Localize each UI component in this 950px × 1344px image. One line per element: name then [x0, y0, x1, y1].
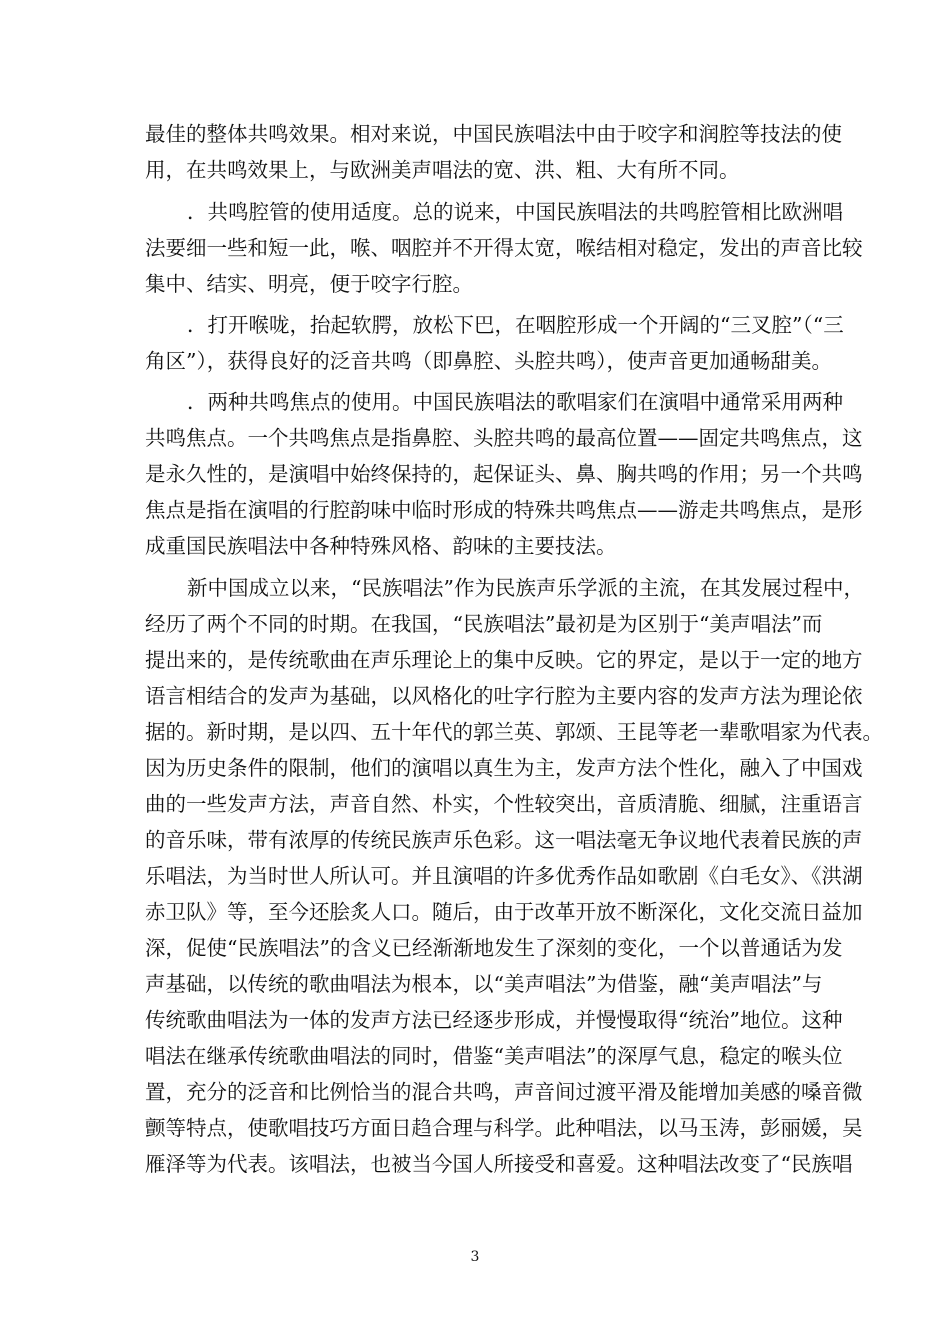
- text-line: 颤等特点，使歌唱技巧方面日趋合理与科学。此种唱法，以马玉涛，彭丽媛，吴: [145, 1116, 863, 1140]
- text-line: 因为历史条件的限制，他们的演唱以真生为主，发声方法个性化，融入了中国戏: [145, 756, 863, 780]
- text-line: 焦点是指在演唱的行腔韵味中临时形成的特殊共鸣焦点——游走共鸣焦点，是形: [145, 498, 863, 522]
- text-line: 最佳的整体共鸣效果。相对来说，中国民族唱法中由于咬字和润腔等技法的使: [145, 122, 842, 146]
- text-line: 据的。新时期，是以四、五十年代的郭兰英、郭颂、王昆等老一辈歌唱家为代表。: [145, 720, 883, 744]
- text-line: 的音乐味，带有浓厚的传统民族声乐色彩。这一唱法毫无争议地代表着民族的声: [145, 828, 863, 852]
- text-line: 乐唱法，为当时世人所认可。并且演唱的许多优秀作品如歌剧《白毛女》、《洪湖: [145, 864, 863, 888]
- page-number: 3: [470, 1249, 480, 1265]
- text-line: ．打开喉咙，抬起软腭，放松下巴，在咽腔形成一个开阔的“三叉腔”（“三: [187, 313, 844, 337]
- text-line: ．两种共鸣焦点的使用。中国民族唱法的歌唱家们在演唱中通常采用两种: [187, 390, 843, 414]
- text-line: 声基础，以传统的歌曲唱法为根本，以“美声唱法”为借鉴，融“美声唱法”与: [145, 972, 823, 996]
- text-line: 是永久性的，是演唱中始终保持的，起保证头、鼻、胸共鸣的作用；另一个共鸣: [145, 462, 863, 486]
- text-line: 角区”），获得良好的泛音共鸣（即鼻腔、头腔共鸣），使声音更加通畅甜美。: [145, 349, 832, 373]
- text-line: 置，充分的泛音和比例恰当的混合共鸣，声音间过渡平滑及能增加美感的嗓音微: [145, 1080, 863, 1104]
- text-line: 法要细一些和短一此，喉、咽腔并不开得太宽，喉结相对稳定，发出的声音比较: [145, 236, 863, 260]
- text-line: 深，促使“民族唱法”的含义已经渐渐地发生了深刻的变化，一个以普通话为发: [145, 936, 843, 960]
- text-line: 共鸣焦点。一个共鸣焦点是指鼻腔、头腔共鸣的最高位置——固定共鸣焦点，这: [145, 426, 863, 450]
- text-line: 传统歌曲唱法为一体的发声方法已经逐步形成，并慢慢取得“统治”地位。这种: [145, 1008, 843, 1032]
- text-line: 语言相结合的发声为基础，以风格化的吐字行腔为主要内容的发声方法为理论依: [145, 684, 863, 708]
- text-line: 经历了两个不同的时期。在我国，“民族唱法”最初是为区别于“美声唱法”而: [145, 612, 823, 636]
- text-line: 赤卫队》等，至今还脍炙人口。随后，由于改革开放不断深化，文化交流日益加: [145, 900, 863, 924]
- text-line: 成重国民族唱法中各种特殊风格、韵味的主要技法。: [145, 534, 617, 558]
- text-line: ．共鸣腔管的使用适度。总的说来，中国民族唱法的共鸣腔管相比欧洲唱: [187, 200, 843, 224]
- text-line: 提出来的，是传统歌曲在声乐理论上的集中反映。它的界定，是以于一定的地方: [145, 648, 863, 672]
- text-line: 唱法在继承传统歌曲唱法的同时，借鉴“美声唱法”的深厚气息，稳定的喉头位: [145, 1044, 843, 1068]
- text-line: 雁泽等为代表。该唱法，也被当今国人所接受和喜爱。这种唱法改变了“民族唱: [145, 1152, 853, 1176]
- text-line: 曲的一些发声方法，声音自然、朴实，个性较突出，音质清脆、细腻，注重语言: [145, 792, 863, 816]
- text-line: 集中、结实、明亮，便于咬字行腔。: [145, 272, 473, 296]
- text-line: 用，在共鸣效果上，与欧洲美声唱法的宽、洪、粗、大有所不同。: [145, 158, 740, 182]
- text-line: 新中国成立以来，“民族唱法”作为民族声乐学派的主流，在其发展过程中，: [187, 576, 864, 600]
